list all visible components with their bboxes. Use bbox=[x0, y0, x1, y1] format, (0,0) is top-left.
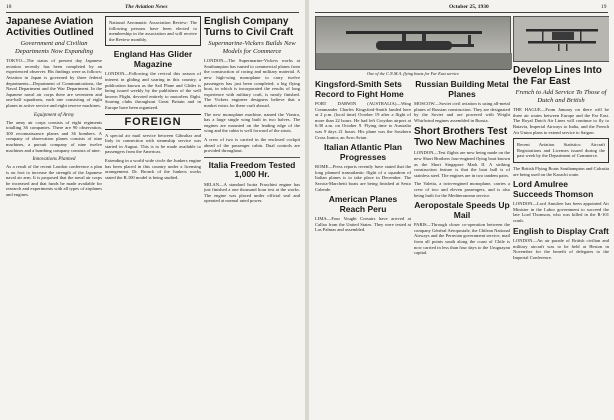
english-company-dek: Supermarine-Vickers Builds New Models for Commerce bbox=[208, 40, 296, 55]
statistics-text: Recent Aviation Statistics: Aircraft Registrations and Licenses issued during the past week by the Department of Commerce. bbox=[517, 142, 605, 159]
russian-metal-headline: Russian Building Metal Planes bbox=[415, 80, 509, 99]
flying-boat-figure bbox=[315, 16, 511, 76]
italian-atlantic-headline: Italian Atlantic Plan Progresses bbox=[323, 142, 403, 162]
italian-atlantic-body: ROME—Press reports recently have stated that the long planned transatlantic flight of a squadron of Italian planes is to take place in December. The Savoia-Marchetti boats are being finished at Sesto Calende. bbox=[315, 164, 411, 192]
japanese-aviation-body-2: The army air corps consists of eight regiments totalling 36 companies. There are 90 observation, 300 reconnaissance planes and 36 bombers. A company of observation planes consists of nine machines, a pursuit company of nine twelve machines and a bombing company consists of nine. bbox=[6, 119, 102, 153]
statistics-box bbox=[513, 138, 609, 163]
foreign-body-1: A special air mail service between Gibraltar and Italy in connection with steamship service was started in August. This is to be made available to passengers from the Americas. bbox=[105, 132, 201, 155]
italia-engine-headline: Italia Freedom Tested 1,000 Hr. bbox=[208, 159, 296, 180]
japanese-aviation-body: TOKYO—The status of present day Japanese aviation recently has been completed by an experienced observer. His findings were as follows: Aviation in Japan is governed by three federal departments—Department of Communications, the Naval Department and the War Department. In the Japanese naval air corps there are seventeen and one-half squadrons, each one consisting of eight planes in active service and eight reserve machines. bbox=[6, 58, 102, 108]
far-east-lines-headline: Develop Lines Into the Far East bbox=[513, 65, 602, 87]
aeropostale-body: PARIS—Through closer co-operation between the company Général Aéropostale, the Chilean National Airways and the Peruvian government service, mail from all points south along the coast of Chile is now carried in less than four days to the Uruguayan capital. bbox=[414, 222, 510, 256]
flying-boat-photo bbox=[315, 16, 511, 70]
right-column-3 bbox=[513, 16, 609, 416]
left-page-number: 18 bbox=[6, 4, 12, 10]
column-divider bbox=[204, 157, 300, 158]
flying-boat-caption: One of the C.N.M.A. flying boats for Far East service bbox=[366, 71, 459, 76]
lord-amulree-body: LONDON—Lord Amulree has been appointed Air Minister in the Labor government to succeed the late Lord Thomson, who was killed in the R-101 crash. bbox=[513, 201, 609, 223]
glider-magazine-headline: England Has Glider Magazine bbox=[113, 49, 193, 69]
english-company-headline: English Company Turns to Civil Craft bbox=[204, 16, 294, 38]
left-page bbox=[0, 0, 305, 420]
kingsford-smith-body: PORT DARWIN (AUSTRALIA)—Wing Commander Charles Kingsford-Smith landed here at 2 p.m. (local time) October 19 after a flight of more than 22 hours. He had left Croydon airport at 6:30 a.m. on October 9. Flying time to Australia was 9 days 21 hours. His plane was the Southern Cross Junior, an Avro Avian. bbox=[315, 101, 411, 140]
planes-peru-headline: American Planes Reach Peru bbox=[328, 194, 398, 214]
right-column-2 bbox=[414, 80, 510, 416]
foreign-body-2: Extending in a world wide circle the Junkers engine has been placed in this country under a licensing arrangement. Dr. Bronck of the Junkers works stated the R.100 model is being studied. bbox=[105, 157, 201, 180]
left-column-1 bbox=[6, 16, 102, 416]
right-page-number: 19 bbox=[601, 4, 607, 10]
lord-amulree-headline: Lord Amulree Succeeds Thomson bbox=[513, 179, 594, 199]
display-craft-body: LONDON—An air parade of British civilian and military aircraft was to be held at Heston in November for the benefit of delegates to the Imperial Conference. bbox=[513, 238, 609, 260]
planes-peru-body: LIMA—Four Vought Corsairs have arrived at Callao from the United States. They were tested at Las Palmas and assembled. bbox=[315, 216, 411, 233]
left-running-head: The Aviation News bbox=[125, 4, 168, 10]
biplane-image bbox=[514, 17, 609, 61]
far-east-lines-body: THE HAGUE—From January on there will be three air routes between Europe and the Far East. The Royal Dutch Air Lines will continue to fly to Batavia, Imperial Airways to India, and the French Air Union plans to extend service to Saigon. bbox=[513, 107, 609, 135]
right-column-1 bbox=[315, 80, 411, 416]
far-east-lines-dek: French to Add Service To Those of Dutch and British bbox=[515, 89, 607, 104]
right-page bbox=[309, 0, 614, 420]
equipment-subhead: Equipment of Army bbox=[33, 111, 75, 118]
japanese-aviation-body-3: As a result of the recent London conference a plan is on foot to increase the strength of the Japanese naval air arm. It is proposed that the naval air corps be increased and that funds be made available for research and experiments with all types of airplanes and engines. bbox=[6, 164, 102, 198]
short-brothers-body-2: The Valetta, a twin-engined monoplane, carries a crew of two and eleven passengers, and is also being built for the Mediterranean service. bbox=[414, 181, 510, 198]
italia-engine-body: MILAN—A standard Isotta Fraschini engine has just finished a one thousand hour test at the works. The engine was placed under official seal and operated at normal rated power. bbox=[204, 181, 300, 204]
left-header-rule bbox=[6, 12, 299, 13]
japanese-aviation-headline: Japanese Aviation Activities Outlined bbox=[6, 16, 94, 38]
english-company-body-3: A crew of two is carried in the enclosed cockpit ahead of the passenger cabin. Dual controls are provided throughout. bbox=[204, 136, 300, 154]
display-craft-headline: English to Display Craft bbox=[513, 225, 609, 236]
far-east-lines-body-2: The British Flying Boats Southampton and Calcutta are being used on the Karachi route. bbox=[513, 165, 609, 177]
glider-magazine-body: LONDON—Following the revival this season of interest in gliding and soaring in this country, a publication known as the Sail Plane and Glider is being issued weekly by the publishers of the well known Flight, devoted entirely to motorless flight. Soaring clubs throughout Great Britain and in Europe have been organized. bbox=[105, 71, 201, 110]
foreign-section-logo: FOREIGN bbox=[105, 114, 201, 130]
short-brothers-headline: Short Brothers Test Two New Machines bbox=[414, 126, 508, 149]
japanese-aviation-dek: Government and Civilian Departments Now Expanding bbox=[14, 40, 94, 55]
right-running-date: October 25, 1930 bbox=[449, 4, 489, 10]
naa-review-text: National Aeronautic Association Review: The following persons have been elected to membership in the association and will receive the Review monthly. bbox=[109, 20, 197, 42]
aeropostale-headline: Aeropostale Speeds Up Mail bbox=[414, 200, 510, 220]
right-header-rule bbox=[315, 12, 608, 13]
naa-review-box bbox=[105, 16, 201, 46]
kingsford-smith-headline: Kingsford-Smith Sets Record to Fight Home bbox=[315, 80, 404, 99]
english-company-body-2: The new monoplane machine, named the Viastra, has a large single wing built in two halves. The engines are mounted on the leading edge of the wing and the cabin is well forward of the struts. bbox=[204, 111, 300, 134]
english-company-body-1: LONDON—The Supermarine-Vickers works at Southampton has turned to commercial planes from the construction of racing and military material. A new high-wing monoplane to carry twelve passengers has just been completed; a big flying boat, in which is incorporated the results of long experience with military craft, is nearly finished. The Vickers engineer designers believe that a market exists for these craft abroad. bbox=[204, 58, 300, 108]
left-column-3 bbox=[204, 16, 300, 416]
biplane-photo bbox=[513, 16, 609, 62]
innovations-subhead: Innovations Planned bbox=[32, 156, 76, 163]
russian-metal-body: MOSCOW—Soviet civil aviation is using all-metal planes of Russian construction. They are designated by the Soviet and are powered with Wright Whirlwind engines assembled in Russia. bbox=[414, 101, 510, 123]
short-brothers-body-1: LONDON—Test flights are now being made on the new Short Brothers four-engined flying boat known as the Short Singapore Mark II. A striking construction feature is that the boat hull is of stainless steel. The engines are in two tandem pairs. bbox=[414, 150, 510, 178]
left-column-2 bbox=[105, 16, 201, 416]
flying-boat-image bbox=[316, 17, 512, 69]
